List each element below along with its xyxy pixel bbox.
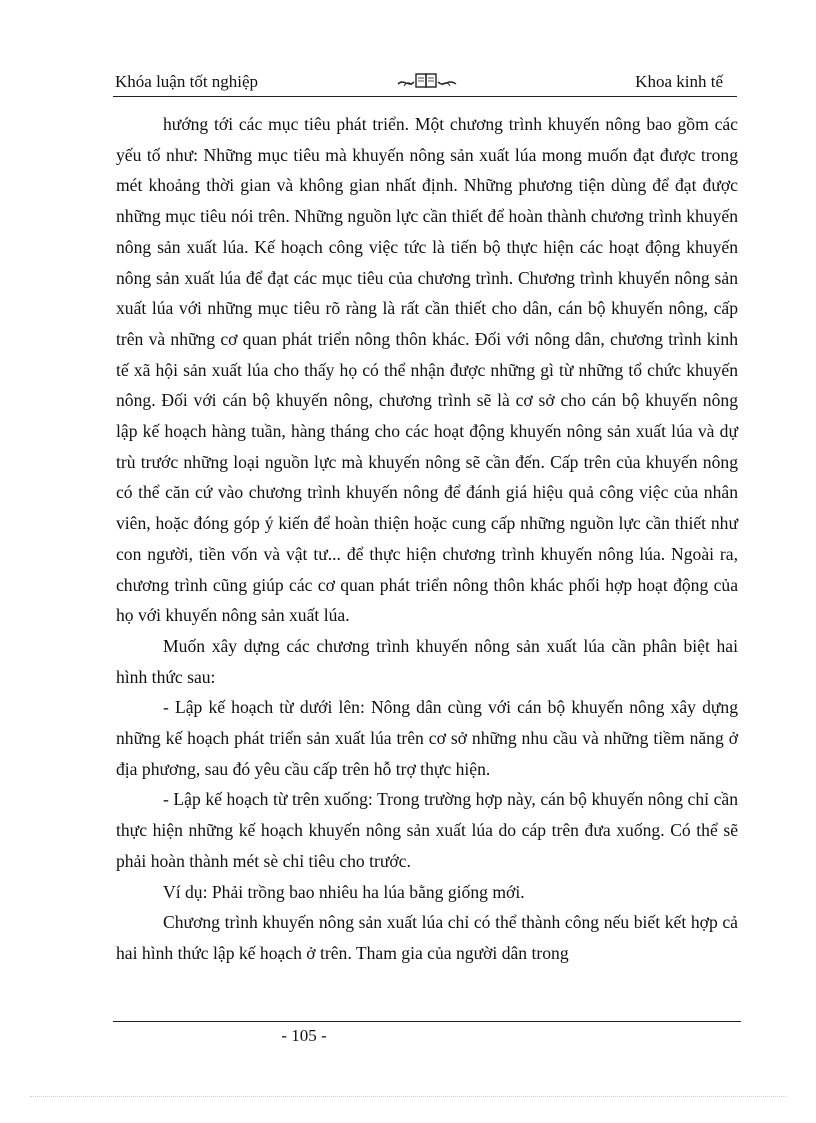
page-header	[113, 66, 737, 97]
book-ornament-icon	[396, 70, 458, 92]
page-bottom-edge	[30, 1096, 786, 1097]
footer-divider	[113, 1021, 741, 1022]
paragraph: - Lập kế hoạch từ dưới lên: Nông dân cùng với cán bộ khuyến nông xây dựng những kế hoạch phát triển sản xuất lúa trên cơ sở những nhu cầu và những tiềm năng ở địa phương, sau đó yêu cầu cấp trên hỗ trợ thực hiện.	[116, 697, 738, 779]
paragraph: Ví dụ: Phải trồng bao nhiêu ha lúa bằng giống mới.	[163, 881, 525, 902]
header-right-title: Khoa kinh tế	[635, 72, 723, 91]
paragraph: Chương trình khuyến nông sản xuất lúa chỉ có thể thành công nếu biết kết hợp cả hai hình thức lập kế hoạch ở trên. Tham gia của người dân trong	[116, 912, 738, 963]
main-text	[116, 109, 738, 969]
paragraph: hướng tới các mục tiêu phát triển. Một chương trình khuyến nông bao gồm các yếu tố như: Những mục tiêu mà khuyến nông sản xuất lúa mong muốn đạt được trong mét khoảng thời gian và không gian nhất định. Những phương tiện dùng để đạt được những mục tiêu nói trên. Những nguồn lực cần thiết để hoàn thành chương trình khuyến nông sản xuất lúa. Kế hoạch công việc tức là tiến bộ thực hiện các hoạt động khuyến nông sản xuất lúa để đạt các mục tiêu của chương trình. Chương trình khuyến nông sản xuất lúa với những mục tiêu rõ ràng là rất cần thiết cho dân, cán bộ khuyến nông, cấp trên và những cơ quan phát triển nông thôn khác. Đối với nông dân, chương trình kinh tế xã hội sản xuất lúa cho thấy họ có thể nhận được những gì từ những tổ chức khuyến nông. Đối với cán bộ khuyến nông, chương trình sẽ là cơ sở cho cán bộ khuyến nông lập kế hoạch hàng tuần, hàng tháng cho các hoạt động khuyến nông sản xuất lúa và dự trù trước những loại nguồn lực mà khuyến nông sẽ cần đến. Cấp trên của khuyến nông có thể căn cứ vào chương trình khuyến nông để đánh giá hiệu quả công việc của nhân viên, hoặc đóng góp ý kiến để hoàn thiện hoặc cung cấp những nguồn lực cần thiết như con người, tiền vốn và vật tư... để thực hiện chương trình khuyến nông lúa. Ngoài ra, chương trình cũng giúp các cơ quan phát triển nông thôn khác phối hợp hoạt động của họ với khuyến nông sản xuất lúa.	[116, 114, 738, 626]
header-left-title: Khóa luận tốt nghiệp	[115, 72, 259, 91]
page-number: - 105 -	[281, 1026, 327, 1045]
paragraph: - Lập kế hoạch từ trên xuống: Trong trường hợp này, cán bộ khuyến nông chỉ cần thực hiện những kế hoạch khuyến nông sản xuất lúa do cáp trên đưa xuống. Có thể sẽ phải hoàn thành mét sè chỉ tiêu cho trước.	[116, 789, 738, 871]
paragraph: Muốn xây dựng các chương trình khuyến nông sản xuất lúa cần phân biệt hai hình thức sau:	[116, 635, 738, 687]
